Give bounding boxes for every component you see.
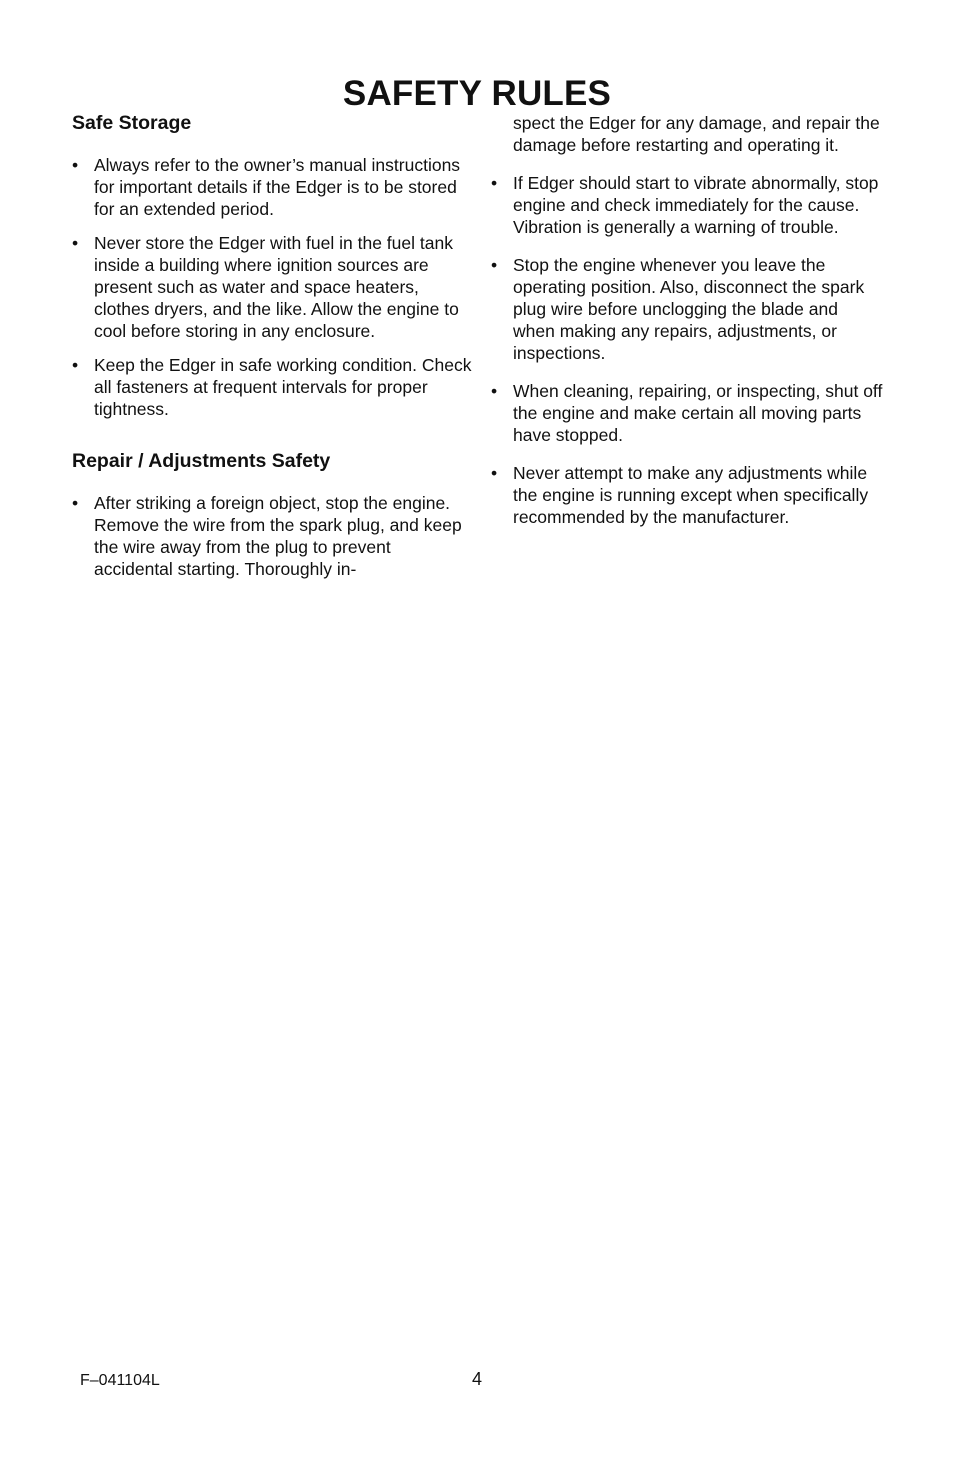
bullet: • (72, 233, 79, 253)
list-item: • If Edger should start to vibrate abnormally, stop engine and check immediately for the cause. Vibration is generally a warning of trouble. (491, 173, 879, 237)
list-item: • Stop the engine whenever you leave the operating position. Also, disconnect the spark plug wire before unclogging the blade and when making any repairs, adjustments, or inspections. (491, 255, 865, 363)
right-column (491, 110, 883, 544)
bullet: • (72, 355, 79, 375)
continued-paragraph: spect the Edger for any damage, and repair the damage before restarting and operating it. (513, 113, 880, 155)
list-item: • When cleaning, repairing, or inspecting, shut off the engine and make certain all moving parts have stopped. (491, 381, 883, 445)
repair-adjustments-list (72, 492, 472, 580)
bullet: • (491, 381, 498, 401)
bullet: • (491, 173, 498, 193)
list-item: • After striking a foreign object, stop the engine. Remove the wire from the spark plug, and keep the wire away from the plug to prevent accidental starting. Thoroughly in- (72, 493, 462, 579)
section-heading-safe-storage: Safe Storage (72, 112, 192, 134)
left-column (72, 110, 472, 592)
page-title: SAFETY RULES (342, 74, 612, 113)
list-item: • Keep the Edger in safe working condition. Check all fasteners at frequent intervals for proper tightness. (72, 355, 472, 419)
section-heading-repair-adjustments: Repair / Adjustments Safety (72, 450, 331, 472)
repair-adjustments-list-continued (491, 172, 883, 528)
bullet: • (491, 255, 498, 275)
safe-storage-list (72, 154, 472, 420)
bullet: • (491, 463, 498, 483)
bullet: • (72, 493, 79, 513)
list-item: • Always refer to the owner’s manual instructions for important details if the Edger is to be stored for an extended period. (72, 155, 461, 219)
page-number: 4 (471, 1369, 482, 1389)
list-item: • Never attempt to make any adjustments while the engine is running except when specifically recommended by the manufacturer. (491, 463, 869, 527)
document-code: F–041104L (80, 1372, 160, 1389)
bullet: • (72, 155, 79, 175)
list-item: • Never store the Edger with fuel in the fuel tank inside a building where ignition sources are present such as water and space heaters, clothes dryers, and the like. Allow the engine to cool before storing in any enclosure. (72, 233, 459, 341)
